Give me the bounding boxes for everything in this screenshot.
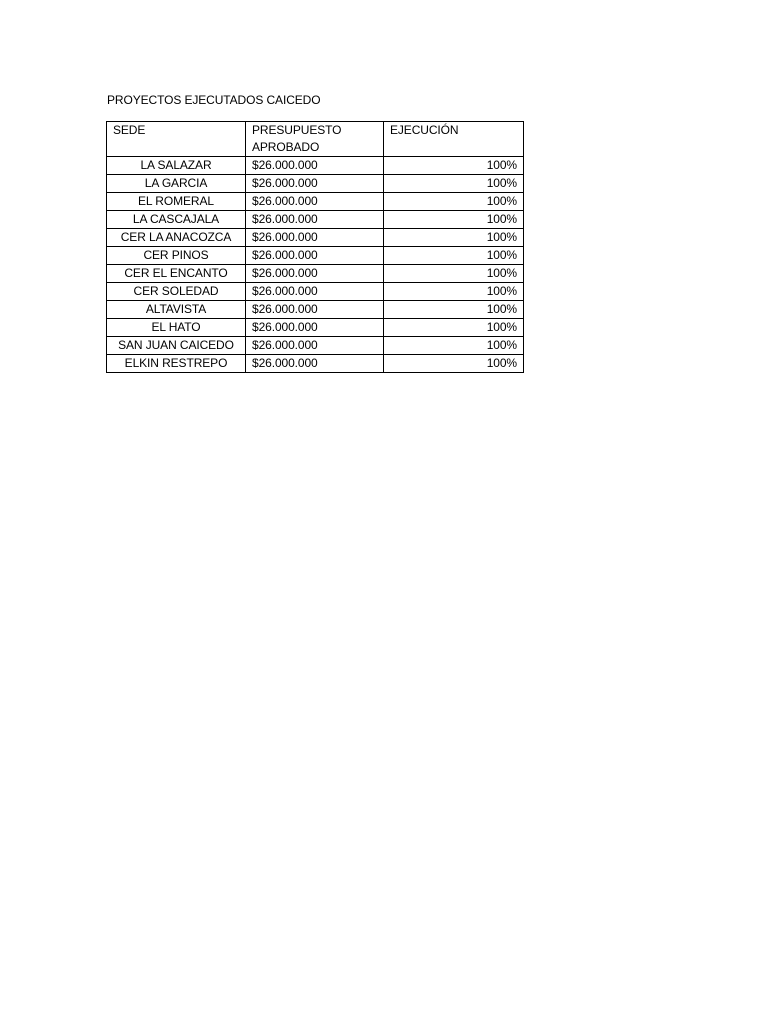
cell-presupuesto: $26.000.000 [246, 193, 384, 211]
cell-presupuesto: $26.000.000 [246, 247, 384, 265]
table-row [107, 193, 524, 211]
cell-sede: EL HATO [107, 319, 246, 337]
document-title: PROYECTOS EJECUTADOS CAICEDO [107, 93, 321, 107]
cell-sede: SAN JUAN CAICEDO [107, 337, 246, 355]
cell-ejecucion: 100% [384, 301, 524, 319]
cell-ejecucion: 100% [384, 211, 524, 229]
cell-presupuesto: $26.000.000 [246, 211, 384, 229]
table-row [107, 301, 524, 319]
cell-presupuesto: $26.000.000 [246, 229, 384, 247]
cell-ejecucion: 100% [384, 337, 524, 355]
header-presupuesto: PRESUPUESTO APROBADO [246, 122, 384, 157]
cell-sede: LA GARCIA [107, 175, 246, 193]
cell-sede: ALTAVISTA [107, 301, 246, 319]
cell-ejecucion: 100% [384, 175, 524, 193]
cell-sede: CER EL ENCANTO [107, 265, 246, 283]
cell-sede: LA CASCAJALA [107, 211, 246, 229]
cell-ejecucion: 100% [384, 157, 524, 175]
table-header-row [107, 122, 524, 157]
table-row [107, 247, 524, 265]
cell-ejecucion: 100% [384, 265, 524, 283]
table-row [107, 319, 524, 337]
cell-presupuesto: $26.000.000 [246, 265, 384, 283]
cell-presupuesto: $26.000.000 [246, 337, 384, 355]
cell-ejecucion: 100% [384, 319, 524, 337]
cell-ejecucion: 100% [384, 193, 524, 211]
header-ejecucion: EJECUCIÓN [384, 122, 524, 157]
table-row [107, 355, 524, 373]
table-row [107, 337, 524, 355]
cell-presupuesto: $26.000.000 [246, 157, 384, 175]
cell-ejecucion: 100% [384, 229, 524, 247]
cell-presupuesto: $26.000.000 [246, 319, 384, 337]
projects-table [106, 121, 524, 373]
table-row [107, 283, 524, 301]
table-row [107, 265, 524, 283]
cell-sede: CER LA ANACOZCA [107, 229, 246, 247]
header-sede: SEDE [107, 122, 246, 157]
cell-ejecucion: 100% [384, 247, 524, 265]
table-row [107, 211, 524, 229]
cell-ejecucion: 100% [384, 355, 524, 373]
cell-sede: CER PINOS [107, 247, 246, 265]
table-body [107, 157, 524, 373]
cell-sede: ELKIN RESTREPO [107, 355, 246, 373]
cell-presupuesto: $26.000.000 [246, 175, 384, 193]
cell-presupuesto: $26.000.000 [246, 283, 384, 301]
cell-sede: LA SALAZAR [107, 157, 246, 175]
table-row [107, 175, 524, 193]
cell-ejecucion: 100% [384, 283, 524, 301]
table-row [107, 157, 524, 175]
cell-sede: CER SOLEDAD [107, 283, 246, 301]
cell-sede: EL ROMERAL [107, 193, 246, 211]
cell-presupuesto: $26.000.000 [246, 301, 384, 319]
table-row [107, 229, 524, 247]
cell-presupuesto: $26.000.000 [246, 355, 384, 373]
